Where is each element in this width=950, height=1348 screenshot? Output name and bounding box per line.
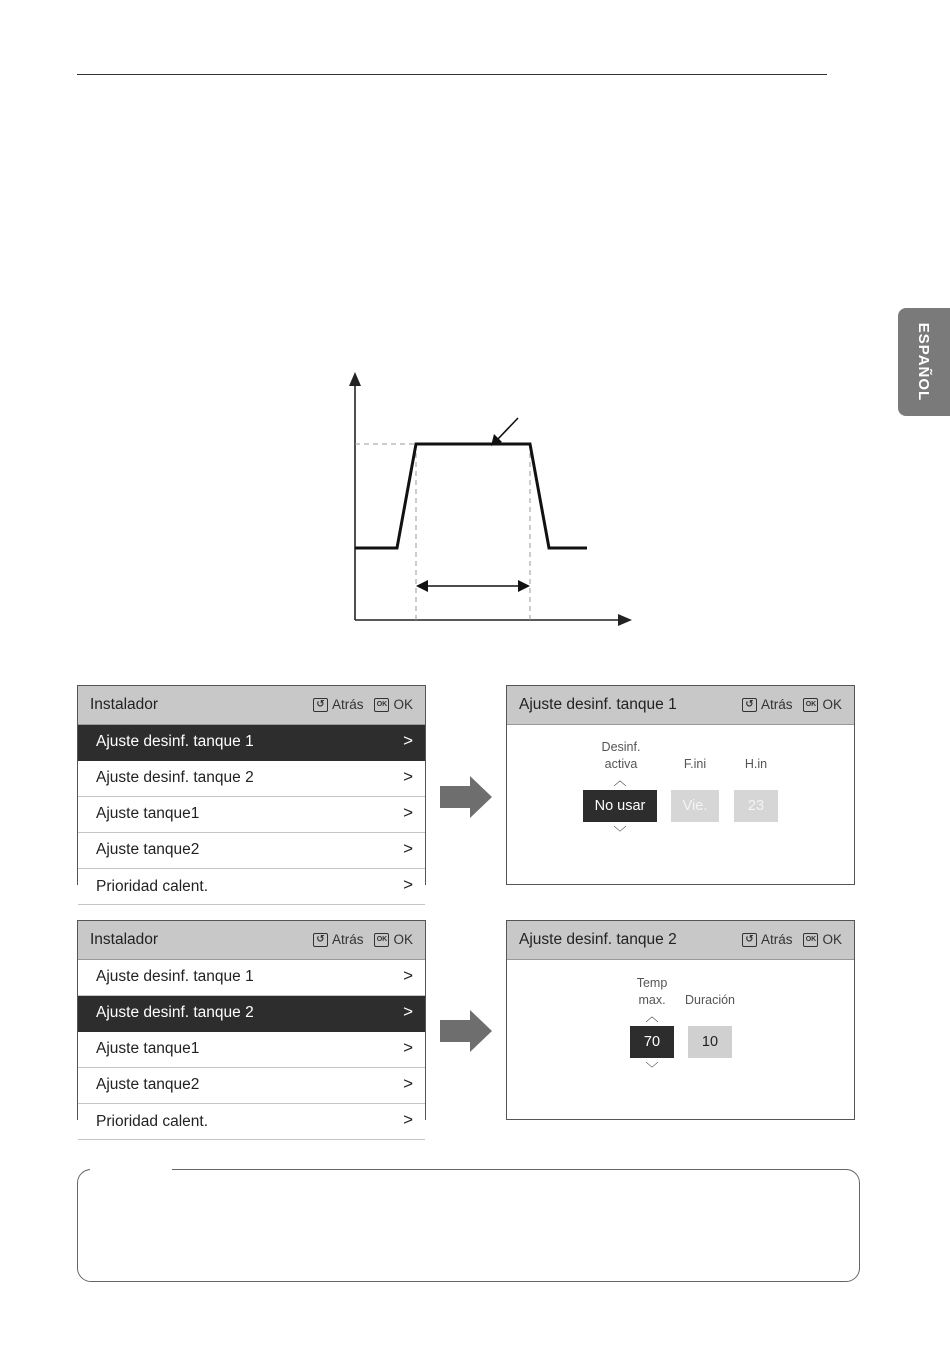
menu-item-disinfection-tank-2[interactable] — [78, 996, 425, 1032]
column-title-duration: Duración — [684, 993, 736, 1007]
column-title-start-hour: H.in — [744, 757, 768, 771]
ok-key-icon[interactable]: OK — [803, 698, 818, 712]
chevron-right-icon: > — [403, 1110, 413, 1129]
ok-key-icon[interactable]: OK — [374, 933, 389, 947]
screen-header — [78, 686, 425, 725]
ok-label[interactable]: OK — [393, 932, 413, 947]
menu-item-label: Ajuste desinf. tanque 2 — [96, 1004, 254, 1021]
back-label[interactable]: Atrás — [331, 932, 364, 947]
chevron-down-icon[interactable]: ﹀ — [645, 1061, 659, 1076]
installer-menu-screen-1 — [77, 685, 426, 895]
return-icon[interactable]: ↺ — [313, 698, 328, 712]
chevron-right-icon: > — [403, 839, 413, 858]
menu-item-heating-priority[interactable] — [78, 869, 425, 905]
x-axis-arrowhead — [618, 614, 632, 626]
header-controls — [313, 697, 413, 712]
language-tab-label: ESPAÑOL — [915, 322, 933, 402]
temperature-profile-line — [355, 444, 587, 548]
menu-item-label: Ajuste tanque1 — [96, 805, 200, 822]
screen-header — [78, 921, 425, 960]
chevron-right-icon: > — [403, 803, 413, 822]
screen-title: Ajuste desinf. tanque 1 — [519, 696, 677, 713]
column-title-line: max. — [638, 993, 666, 1007]
note-box-title-gap — [90, 1166, 172, 1172]
top-rule — [77, 74, 827, 75]
chevron-right-icon: > — [403, 731, 413, 750]
ok-key-icon[interactable]: OK — [803, 933, 818, 947]
column-title-line: Desinf. — [601, 740, 641, 754]
installer-menu-screen-2 — [77, 920, 426, 1130]
return-icon[interactable]: ↺ — [742, 698, 757, 712]
menu-item-tank-1[interactable] — [78, 1032, 425, 1068]
graph-axes — [349, 372, 632, 626]
menu-item-heating-priority[interactable] — [78, 1104, 425, 1140]
menu-item-tank-2[interactable] — [78, 1068, 425, 1104]
ok-key-icon[interactable]: OK — [374, 698, 389, 712]
screen-title: Instalador — [90, 696, 159, 713]
disinfection-tank-2-screen — [506, 920, 855, 1120]
column-title-start-day: F.ini — [683, 757, 707, 771]
chevron-right-icon: > — [403, 1074, 413, 1093]
menu-item-label: Prioridad calent. — [96, 878, 209, 895]
column-title-disinfection-active — [581, 739, 661, 773]
disinfection-active-value[interactable]: No usar — [583, 790, 657, 822]
pointer-line — [497, 418, 518, 440]
chevron-right-icon: > — [403, 1002, 413, 1021]
screen-header — [507, 686, 854, 725]
right-arrow-icon — [440, 1010, 492, 1052]
menu-item-label: Ajuste desinf. tanque 1 — [96, 733, 254, 750]
menu-item-label: Ajuste desinf. tanque 2 — [96, 769, 254, 786]
menu-item-label: Prioridad calent. — [96, 1113, 209, 1130]
chevron-up-icon[interactable]: ︿ — [645, 1009, 659, 1024]
ok-label[interactable]: OK — [822, 697, 842, 712]
back-label[interactable]: Atrás — [760, 932, 793, 947]
ok-label[interactable]: OK — [393, 697, 413, 712]
header-controls — [742, 697, 842, 712]
header-controls — [313, 932, 413, 947]
screen-title: Ajuste desinf. tanque 2 — [519, 931, 677, 948]
menu-item-tank-1[interactable] — [78, 797, 425, 833]
return-icon[interactable]: ↺ — [313, 933, 328, 947]
duration-left-arrowhead — [416, 580, 428, 592]
start-hour-value[interactable]: 23 — [734, 790, 778, 822]
ok-label[interactable]: OK — [822, 932, 842, 947]
back-label[interactable]: Atrás — [331, 697, 364, 712]
language-tab — [898, 308, 950, 416]
chevron-up-icon[interactable]: ︿ — [613, 773, 627, 788]
right-arrow-icon — [440, 776, 492, 818]
menu-item-disinfection-tank-1[interactable] — [78, 725, 425, 761]
menu-item-label: Ajuste desinf. tanque 1 — [96, 968, 254, 985]
disinfection-profile-graph — [340, 362, 640, 632]
screen-header — [507, 921, 854, 960]
chevron-right-icon: > — [403, 875, 413, 894]
y-axis-arrowhead — [349, 372, 361, 386]
chevron-down-icon[interactable]: ﹀ — [613, 825, 627, 840]
disinfection-tank-1-screen — [506, 685, 855, 885]
chevron-right-icon: > — [403, 767, 413, 786]
back-label[interactable]: Atrás — [760, 697, 793, 712]
menu-item-tank-2[interactable] — [78, 833, 425, 869]
column-title-line: Temp — [636, 976, 668, 990]
duration-right-arrowhead — [518, 580, 530, 592]
menu-item-label: Ajuste tanque1 — [96, 1040, 200, 1057]
menu-item-label: Ajuste tanque2 — [96, 841, 200, 858]
max-temp-value[interactable]: 70 — [630, 1026, 674, 1058]
menu-item-disinfection-tank-2[interactable] — [78, 761, 425, 797]
duration-value[interactable]: 10 — [688, 1026, 732, 1058]
chevron-right-icon: > — [403, 1038, 413, 1057]
menu-item-disinfection-tank-1[interactable] — [78, 960, 425, 996]
menu-item-label: Ajuste tanque2 — [96, 1076, 200, 1093]
start-day-value[interactable]: Vie. — [671, 790, 719, 822]
header-controls — [742, 932, 842, 947]
note-box — [77, 1169, 860, 1282]
screen-title: Instalador — [90, 931, 159, 948]
return-icon[interactable]: ↺ — [742, 933, 757, 947]
chevron-right-icon: > — [403, 966, 413, 985]
column-title-line: activa — [604, 757, 638, 771]
